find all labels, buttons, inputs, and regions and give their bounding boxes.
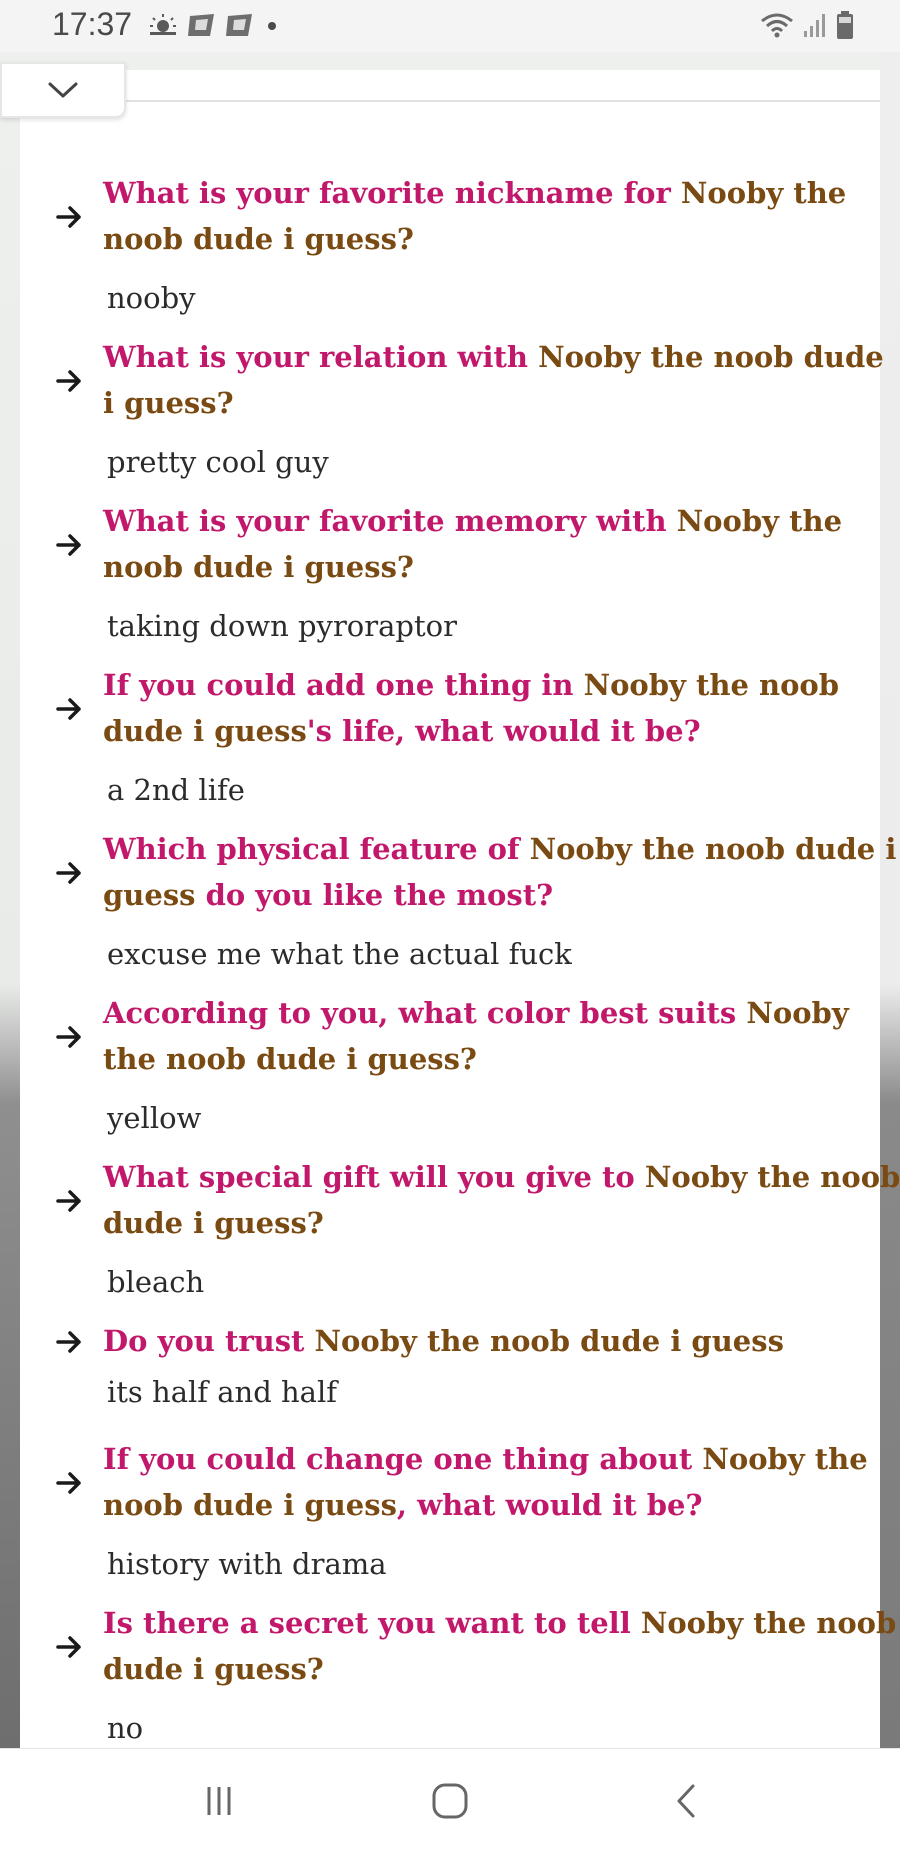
question-name-segment: Nooby the noob dude i	[529, 832, 897, 866]
question-name-segment: noob dude i guess?	[103, 550, 414, 584]
arrow-right-icon	[54, 694, 84, 724]
question-segment: If you could change one thing about	[103, 1442, 703, 1476]
answer-text: its half and half	[107, 1375, 337, 1409]
wifi-icon	[760, 11, 794, 39]
arrow-right-icon	[54, 202, 84, 232]
question-name-segment: guess	[103, 878, 196, 912]
question-text	[103, 1436, 868, 1528]
status-bar	[0, 0, 900, 52]
collapse-button[interactable]	[0, 62, 126, 118]
question-name-segment: noob dude i guess?	[103, 222, 414, 256]
question-line	[103, 1482, 853, 1528]
question-segment: Is there a secret you want to tell	[103, 1606, 641, 1640]
question-name-segment: Nooby the noob	[640, 1606, 897, 1640]
page-background-edge	[880, 52, 900, 1748]
question-name-segment: Nooby	[746, 996, 849, 1030]
question-segment: do you like the most?	[195, 878, 554, 912]
question-text	[103, 662, 853, 754]
answer-text: yellow	[107, 1101, 202, 1135]
navigation-bar	[0, 1748, 900, 1853]
answer-text: history with drama	[107, 1547, 387, 1581]
arrow-right-icon	[54, 858, 84, 888]
question-text	[103, 1318, 853, 1364]
arrow-right-icon	[54, 366, 84, 396]
question-name-segment: dude i guess?	[103, 1652, 324, 1686]
back-button[interactable]	[656, 1775, 716, 1827]
question-name-segment: Nooby the noob	[644, 1160, 900, 1194]
question-line	[103, 826, 897, 872]
question-segment: According to you, what color best suits	[103, 996, 747, 1030]
notification-icon	[224, 12, 254, 38]
question-line	[103, 498, 853, 544]
answer-text: pretty cool guy	[107, 445, 329, 479]
answer-text: taking down pyroraptor	[107, 609, 457, 643]
question-segment: Which physical feature of	[103, 832, 530, 866]
question-line	[103, 544, 853, 590]
recent-apps-icon	[201, 1783, 237, 1819]
question-text	[103, 170, 853, 262]
arrow-right-icon	[54, 1327, 84, 1357]
question-segment: What is your favorite memory with	[103, 504, 677, 538]
answer-text: a 2nd life	[107, 773, 245, 807]
arrow-right-icon	[54, 1186, 84, 1216]
dot-icon	[262, 12, 282, 38]
question-line	[103, 170, 853, 216]
question-name-segment: the noob dude i guess?	[103, 1042, 477, 1076]
question-text	[103, 334, 884, 426]
question-line	[103, 334, 884, 380]
question-line	[103, 1600, 897, 1646]
question-line	[103, 708, 853, 754]
question-segment: What special gift will you give to	[103, 1160, 645, 1194]
weather-icon	[148, 12, 178, 38]
back-icon	[671, 1781, 701, 1821]
question-name-segment: Nooby the noob dude i guess	[314, 1324, 784, 1358]
arrow-right-icon	[54, 530, 84, 560]
question-name-segment: Nooby the noob dude	[538, 340, 884, 374]
signal-icon	[802, 11, 828, 39]
question-line	[103, 380, 853, 426]
question-line	[103, 1200, 853, 1246]
recent-apps-button[interactable]	[189, 1775, 249, 1827]
question-line	[103, 1436, 868, 1482]
question-name-segment: noob dude i guess	[103, 1488, 397, 1522]
answer-text: no	[107, 1711, 144, 1745]
question-name-segment: Nooby the noob	[583, 668, 840, 702]
status-icons-right	[760, 10, 854, 40]
question-text	[103, 990, 853, 1082]
arrow-right-icon	[54, 1632, 84, 1662]
question-name-segment: dude i guess	[103, 714, 307, 748]
question-line	[103, 1036, 853, 1082]
question-segment: If you could add one thing in	[103, 668, 584, 702]
home-button[interactable]	[420, 1775, 480, 1827]
status-icons-left	[148, 12, 282, 38]
status-time: 17:37	[52, 6, 133, 42]
arrow-right-icon	[54, 1022, 84, 1052]
question-line	[103, 990, 853, 1036]
question-text	[103, 1154, 900, 1246]
question-segment: 's life, what would it be?	[306, 714, 701, 748]
question-line	[103, 1646, 853, 1692]
answer-text: bleach	[107, 1265, 205, 1299]
question-segment: What is your relation with	[103, 340, 539, 374]
question-segment: What is your favorite nickname for	[103, 176, 681, 210]
question-segment: Do you trust	[103, 1324, 315, 1358]
question-line	[103, 872, 853, 918]
question-text	[103, 498, 853, 590]
answer-text: nooby	[107, 281, 196, 315]
notification-icon	[186, 12, 216, 38]
question-line	[103, 216, 853, 262]
question-name-segment: Nooby the	[702, 1442, 868, 1476]
question-segment: , what would it be?	[396, 1488, 703, 1522]
question-line	[103, 662, 853, 708]
home-icon	[430, 1781, 470, 1821]
chevron-down-icon	[46, 80, 80, 100]
question-text	[103, 1600, 897, 1692]
question-name-segment: Nooby the	[676, 504, 843, 538]
arrow-right-icon	[54, 1468, 84, 1498]
question-line	[103, 1154, 900, 1200]
card-divider	[124, 100, 880, 102]
battery-icon	[836, 10, 854, 40]
question-name-segment: Nooby the	[680, 176, 847, 210]
question-line	[103, 1318, 853, 1364]
question-text	[103, 826, 897, 918]
question-name-segment: i guess?	[103, 386, 234, 420]
answer-text: excuse me what the actual fuck	[107, 937, 572, 971]
question-name-segment: dude i guess?	[103, 1206, 324, 1240]
